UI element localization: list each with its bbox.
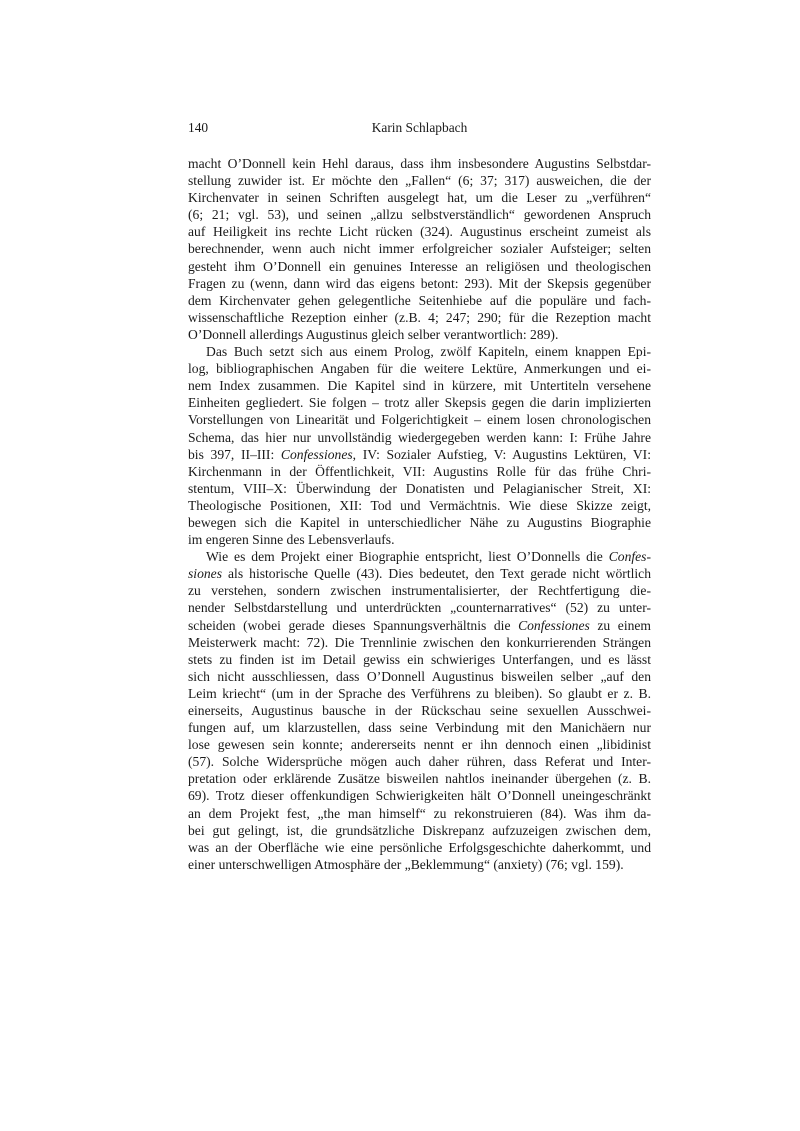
text-line (188, 599, 651, 616)
text-line (188, 394, 651, 411)
italic-title: siones (188, 566, 222, 582)
text-run: Leim kriecht“ (um in der Sprache des Verführens zu bleiben). So glaubt er z. B. (188, 685, 651, 701)
text-line (188, 497, 651, 514)
italic-title: Confessiones (518, 617, 590, 633)
text-run: stentum, VIII–X: Überwindung der Donatisten und Pelagianischer Streit, XI: (188, 480, 651, 496)
text-run: Einheiten gegliedert. Sie folgen – trotz aller Skepsis gegen die darin implizierten (188, 395, 651, 411)
text-line (188, 719, 651, 736)
text-run: Vorstellungen von Linearität und Folgerichtigkeit – einem losen chronologischen (188, 412, 651, 428)
text-run: nem Index zusammen. Die Kapitel sind in kürzere, mit Untertiteln versehene (188, 378, 651, 394)
text-line (188, 360, 651, 377)
text-line (188, 770, 651, 787)
text-line (188, 309, 651, 326)
text-line (188, 514, 651, 531)
text-run: wissenschaftliche Rezeption einher (z.B. 4; 247; 290; für die Rezeption macht (188, 309, 651, 325)
text-run: Meisterwerk macht: 72). Die Trennlinie zwischen den konkurrierenden Strängen (188, 634, 651, 650)
page (188, 119, 651, 873)
text-run: einer unterschwelligen Atmosphäre der „Beklemmung“ (anxiety) (76; vgl. 159). (188, 856, 624, 872)
text-run: nender Selbstdarstellung und unterdrückten „counternarratives“ (52) zu unter- (188, 600, 651, 616)
text-run: lose gewesen sein konnte; andererseits nennt er ihn dennoch einen „libidinist (188, 737, 651, 753)
text-run: dem Kirchenvater gehen gelegentliche Seitenhiebe auf die populäre und fach- (188, 292, 651, 308)
text-line (188, 531, 651, 548)
text-run: (6; 21; vgl. 53), und seinen „allzu selbstverständlich“ gewordenen Anspruch (188, 207, 651, 223)
text-line (188, 787, 651, 804)
text-run: fungen auf, um klarzustellen, dass seine Verbindung mit den Manichäern nur (188, 720, 651, 736)
text-run: sich nicht ausschliessen, dass O’Donnell Augustinus bisweilen selber „auf den (188, 668, 651, 684)
text-run: auf Heiligkeit ins rechte Licht rücken (324). Augustinus erscheint zumeist als (188, 224, 651, 240)
text-line (188, 206, 651, 223)
text-line (188, 463, 651, 480)
text-line (188, 634, 651, 651)
text-run: Wie es dem Projekt einer Biographie entspricht, liest O’Donnells die (206, 549, 609, 565)
text-run: Schema, das hier nur unvollständig wiedergegeben werden kann: I: Frühe Jahre (188, 429, 651, 445)
paragraph (188, 155, 651, 343)
text-line (188, 275, 651, 292)
text-line (188, 805, 651, 822)
text-line (188, 240, 651, 257)
text-line (188, 668, 651, 685)
text-line (188, 582, 651, 599)
text-line (188, 172, 651, 189)
text-run: Das Buch setzt sich aus einem Prolog, zwölf Kapiteln, einem knappen Epi- (206, 344, 651, 360)
text-line (188, 411, 651, 428)
text-run: scheiden (wobei gerade dieses Spannungsverhältnis die (188, 617, 519, 633)
text-line (188, 377, 651, 394)
text-line (188, 292, 651, 309)
text-line (188, 189, 651, 206)
text-run: log, bibliographischen Angaben für die weitere Lektüre, Anmerkungen und ei- (188, 361, 651, 377)
text-run: gesteht ihm O’Donnell ein genuines Interesse an religiösen und theologischen (188, 258, 651, 274)
text-line (188, 822, 651, 839)
text-line (188, 480, 651, 497)
text-run: einerseits, Augustinus bausche in der Rückschau seine sexuellen Ausschwei- (188, 703, 651, 718)
text-line (188, 429, 651, 446)
text-line (188, 446, 651, 463)
text-line (188, 343, 651, 360)
text-run: Kirchenmann in der Öffentlichkeit, VII: Augustins Rolle für das frühe Chri- (188, 463, 651, 479)
text-run: 69). Trotz dieser offenkundigen Schwierigkeiten hält O’Donnell uneingeschränkt (188, 788, 651, 804)
text-run: zu verstehen, sondern zwischen instrumentalisierter, der Rechtfertigung die- (188, 583, 651, 599)
text-run: pretation oder erklärende Zusätze bisweilen nahtlos ineinander übergehen (z. B. (188, 771, 651, 787)
text-run: Kirchenvater in seinen Schriften ausgelegt hat, um die Leser zu „verführen“ (188, 190, 651, 206)
text-line (188, 565, 651, 582)
body-text (188, 155, 651, 873)
paragraph (188, 343, 651, 548)
text-line (188, 155, 651, 172)
text-line (188, 702, 651, 719)
text-run: stellung zuwider ist. Er möchte den „Fallen“ (6; 37; 317) ausweichen, die der (188, 173, 651, 189)
italic-title: Confes- (608, 549, 651, 565)
text-run: als historische Quelle (43). Dies bedeutet, den Text gerade nicht wörtlich (221, 566, 651, 582)
text-run: (57). Solche Widersprüche mögen auch daher rühren, dass Referat und Inter- (188, 754, 651, 770)
page-number: 140 (188, 120, 209, 135)
text-line (188, 548, 651, 565)
text-line (188, 753, 651, 770)
text-run: an dem Projekt fest, „the man himself“ zu rekonstruieren (84). Was ihm da- (188, 805, 651, 821)
text-line (188, 223, 651, 240)
text-line (188, 617, 651, 634)
text-line (188, 651, 651, 668)
text-run: , IV: Sozialer Aufstieg, V: Augustins Lektüren, VI: (352, 446, 651, 462)
text-line (188, 839, 651, 856)
text-run: bei gut gelingt, ist, die grundsätzliche Diskrepanz aufzuzeigen zwischen dem, (188, 822, 651, 838)
paragraph (188, 548, 651, 873)
text-run: macht O’Donnell kein Hehl daraus, dass ihm insbesondere Augustins Selbstdar- (188, 156, 651, 171)
text-line (188, 258, 651, 275)
running-title: Karin Schlapbach (371, 120, 468, 135)
italic-title: Confessiones (280, 446, 353, 462)
text-run: O’Donnell allerdings Augustinus gleich selber verantwortlich: 289). (188, 326, 559, 342)
text-run: zu einem (589, 617, 651, 633)
text-run: bis 397, II–III: (188, 446, 281, 462)
text-run: berechnender, wenn auch nicht immer erfolgreicher sozialer Aufsteiger; selten (188, 241, 651, 257)
running-head (188, 119, 651, 139)
text-run: bewegen sich die Kapitel in unterschiedlicher Nähe zu Augustins Biographie (188, 514, 651, 530)
text-run: im engeren Sinne des Lebensverlaufs. (188, 532, 395, 548)
text-line (188, 736, 651, 753)
text-line (188, 856, 651, 873)
text-line (188, 685, 651, 702)
text-run: Fragen zu (wenn, dann wird das eigens betont: 293). Mit der Skepsis gegenüber (188, 275, 651, 291)
text-run: stets zu finden ist im Detail gewiss ein schwieriges Unterfangen, und es lässt (188, 651, 651, 667)
text-line (188, 326, 651, 343)
text-run: was an der Oberfläche wie eine persönliche Erfolgsgeschichte daherkommt, und (188, 839, 651, 855)
text-run: Theologische Positionen, XII: Tod und Vermächtnis. Wie diese Skizze zeigt, (188, 497, 651, 513)
